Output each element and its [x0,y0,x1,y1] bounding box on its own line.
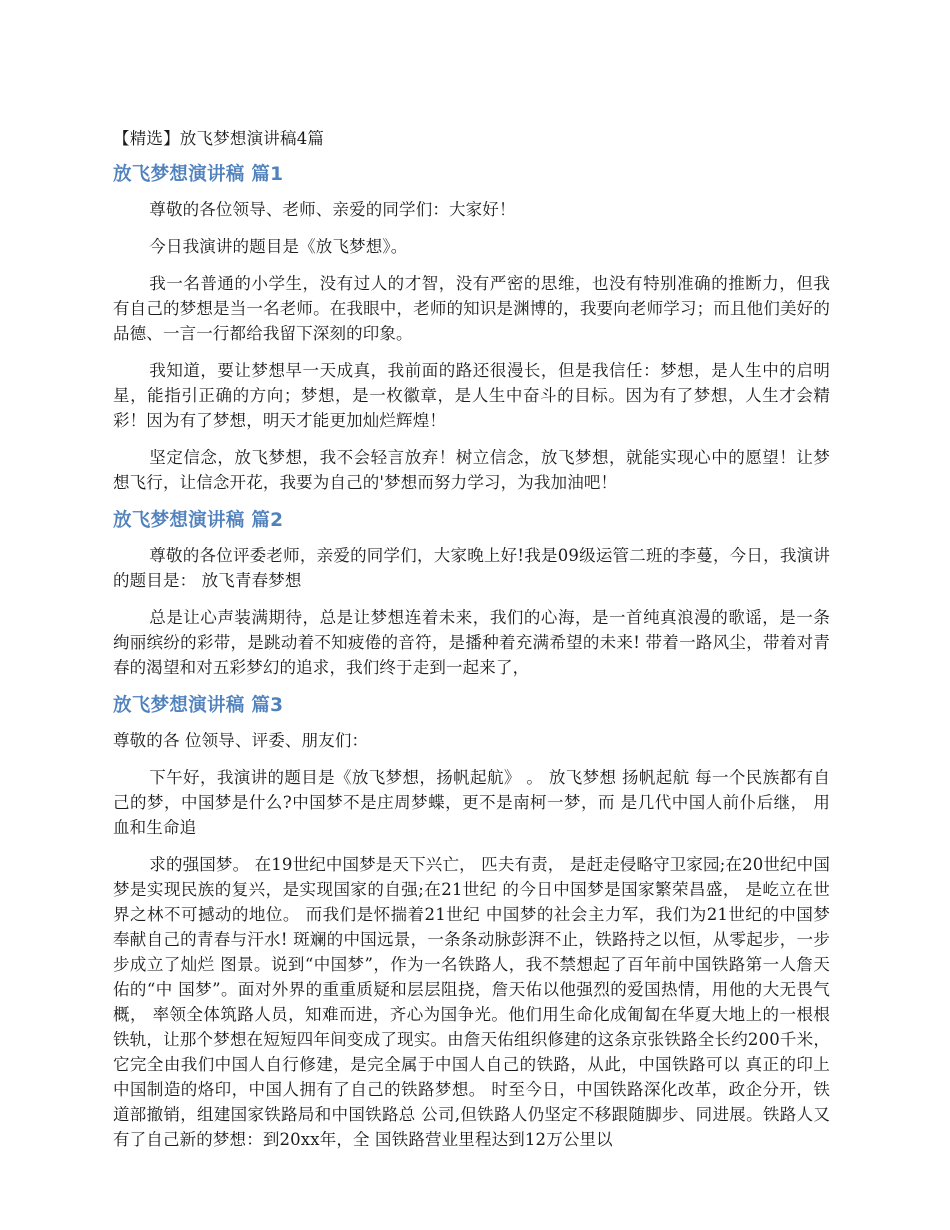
paragraph: 坚定信念，放飞梦想，我不会轻言放弃！树立信念，放飞梦想，就能实现心中的愿望！让梦想飞行，让信念开花，我要为自己的'梦想而努力学习，为我加油吧！ [113,448,830,492]
section-heading: 放飞梦想演讲稿 篇1 [113,164,284,185]
section-3 [113,692,830,1152]
paragraph: 尊敬的各位评委老师，亲爱的同学们，大家晚上好!我是09级运管二班的李蔓，今日，我演讲的题目是： 放飞青春梦想 [113,546,830,590]
section-heading: 放飞梦想演讲稿 篇3 [113,695,284,716]
section-2 [113,507,830,680]
paragraph: 今日我演讲的题目是《放飞梦想》。 [149,237,408,256]
salutation: 尊敬的各 位领导、评委、朋友们： [113,731,369,750]
document-title: 【精选】放飞梦想演讲稿4篇 [113,129,325,148]
paragraph: 总是让心声装满期待，总是让梦想连着未来，我们的心海，是一首纯真浪漫的歌谣，是一条绚丽缤纷的彩带，是跳动着不知疲倦的音符，是播种着充满希望的未来! 带着一路风尘，带着对青春的渴望和对五彩梦幻的追求，我们终于走到一起来了， [113,608,830,677]
paragraph: 求的强国梦。 在19世纪中国梦是天下兴亡， 匹夫有责， 是赶走侵略守卫家园;在20世纪中国梦是实现民族的复兴，是实现国家的自强;在21世纪 的今日中国梦是国家繁荣昌盛， 是屹立在世界之林不可撼动的地位。 而我们是怀揣着21世纪 中国梦的社会主力军，我们为21世纪的中国梦奉献自己的青春与汗水! 斑斓的中国远景，一条条动脉彭湃不止，铁路持之以恒，从零起步，一步步成立了灿烂 图景。说到“中国梦”，作为一名铁路人，我不禁想起了百年前中国铁路第一人詹天佑的“中 国梦”。面对外界的重重质疑和层层阻挠，詹天佑以他强烈的爱国热情，用他的大无畏气概， 率领全体筑路人员，知难而进，齐心为国争光。他们用生命化成匍匐在华夏大地上的一根根 铁轨，让那个梦想在短短四年间变成了现实。由詹天佑组织修建的这条京张铁路全长约200千米，它完全由我们中国人自行修建，是完全属于中国人自己的铁路，从此，中国铁路可以 真正的印上中国制造的烙印，中国人拥有了自己的铁路梦想。 时至今日，中国铁路深化改革，政企分开，铁道部撤销，组建国家铁路局和中国铁路总 公司,但铁路人仍坚定不移跟随脚步、同进展。铁路人又有了自己新的梦想：到20xx年，全 国铁路营业里程达到12万公里以 [113,855,830,1149]
paragraph: 我一名普通的小学生，没有过人的才智，没有严密的思维，也没有特别准确的推断力，但我有自己的梦想是当一名老师。在我眼中，老师的知识是渊博的，我要向老师学习；而且他们美好的品德、一言一行都给我留下深刻的印象。 [113,274,830,343]
paragraph: 下午好，我演讲的题目是《放飞梦想，扬帆起航》 。 放飞梦想 扬帆起航 每一个民族都有自己的梦，中国梦是什么?中国梦不是庄周梦蝶，更不是南柯一梦，而 是几代中国人前仆后继， 用血和生命追 [113,768,830,837]
paragraph: 尊敬的各位领导、老师、亲爱的同学们：大家好！ [149,200,516,219]
paragraph: 我知道，要让梦想早一天成真，我前面的路还很漫长，但是我信任：梦想，是人生中的启明星，能指引正确的方向；梦想，是一枚徽章，是人生中奋斗的目标。因为有了梦想，人生才会精彩！因为有了梦想，明天才能更加灿烂辉煌！ [113,361,830,430]
section-1 [113,161,830,495]
section-heading: 放飞梦想演讲稿 篇2 [113,510,284,531]
